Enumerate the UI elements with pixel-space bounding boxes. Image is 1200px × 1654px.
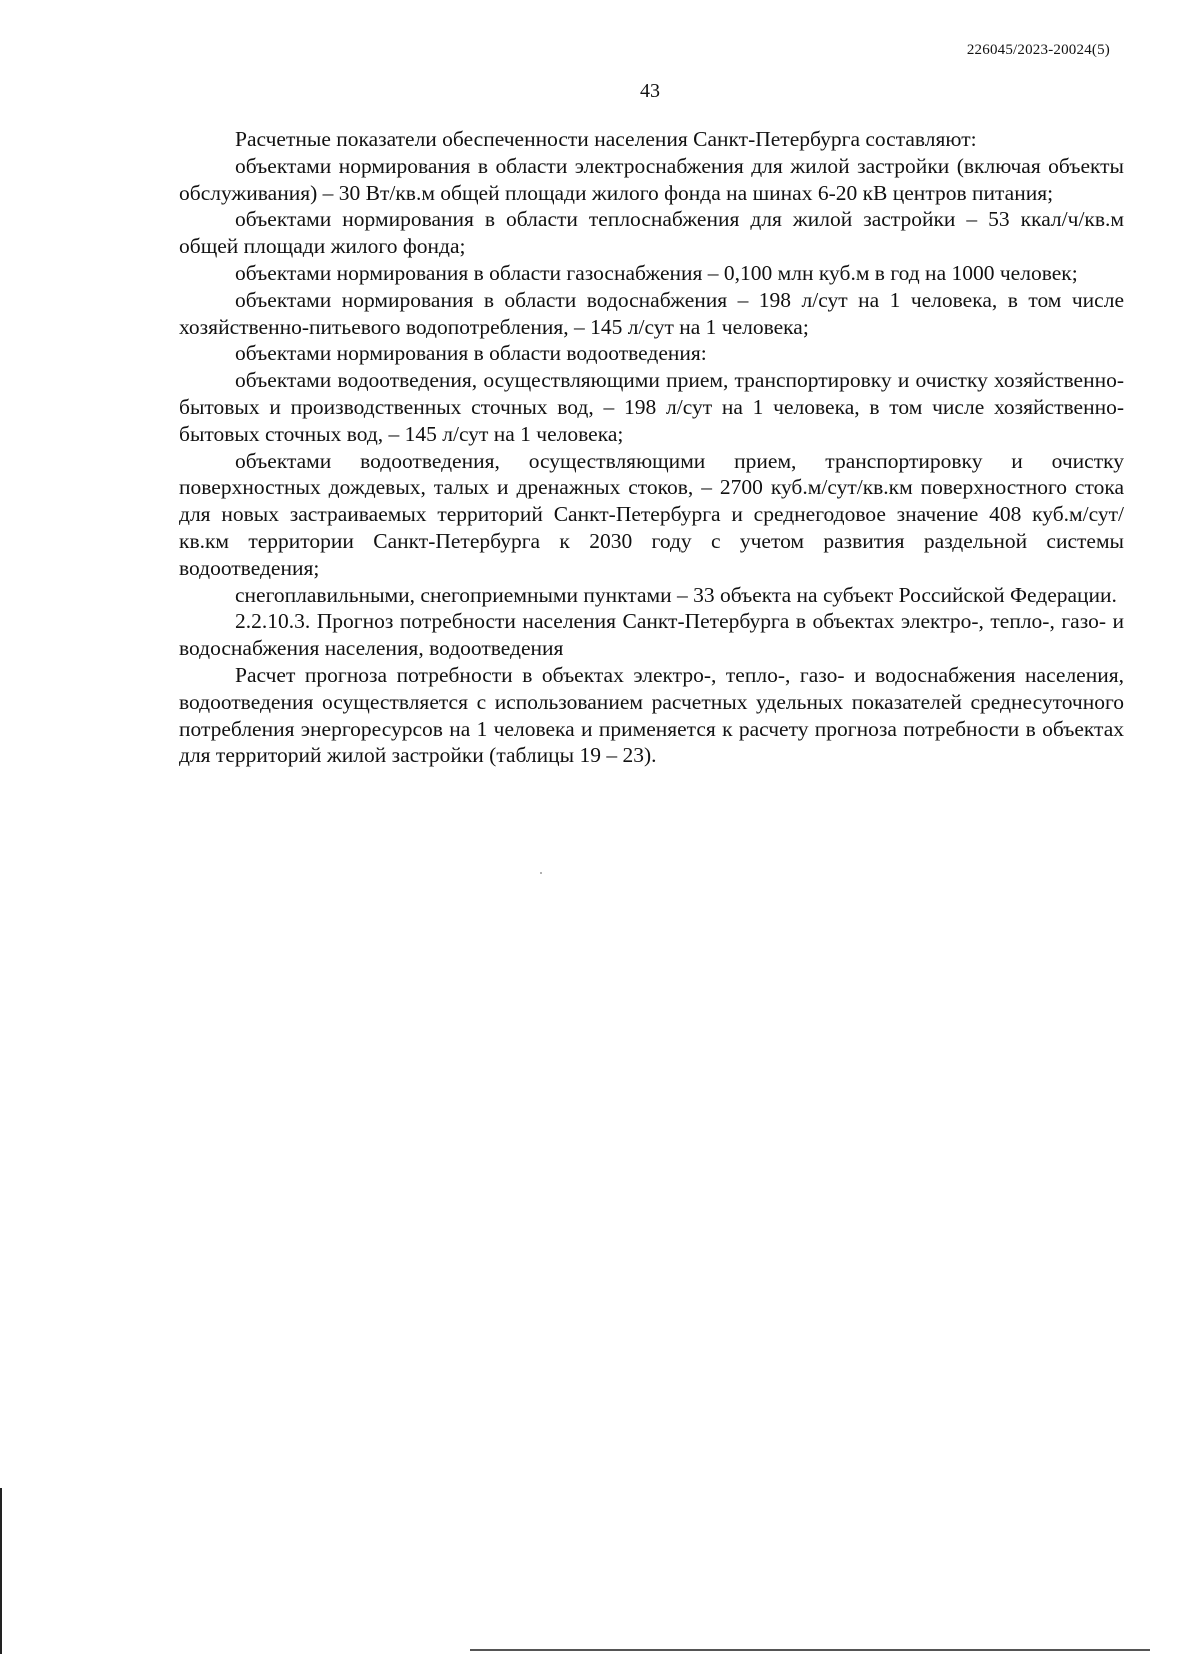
section-heading-2-2-10-3: 2.2.10.3. Прогноз потребности населения Санкт-Петербурга в объектах электро-, тепло-, газо- и водоснабжения населения, водоотведения — [179, 609, 1124, 661]
scan-edge-line-left — [0, 1488, 2, 1654]
paragraph-water-supply: объектами нормирования в области водоснабжения – 198 л/сут на 1 человека, в том числе хозяйственно-питьевого водопотребления, – 145 л/сут на 1 человека; — [179, 287, 1124, 339]
paragraph-intro: Расчетные показатели обеспеченности населения Санкт-Петербурга составляют: — [235, 127, 977, 151]
paragraph-electricity: объектами нормирования в области электроснабжения для жилой застройки (включая объекты обслуживания) – 30 Вт/кв.м общей площади жилого фонда на шинах 6-20 кВ центров питания; — [179, 153, 1124, 205]
paragraph-heating: объектами нормирования в области теплоснабжения для жилой застройки – 53 ккал/ч/кв.м общей площади жилого фонда; — [179, 207, 1124, 259]
page-number: 43 — [640, 80, 660, 102]
paragraph-snow-melting: снегоплавильными, снегоприемными пунктами – 33 объекта на субъект Российской Федерации. — [235, 582, 1117, 607]
paragraph-forecast-calculation: Расчет прогноза потребности в объектах электро-, тепло-, газо- и водоснабжения населения, водоотведения осуществляется с использованием расчетных удельных показателей среднесуточного потребления энергоресурсов на 1 человека и применяется к расчету прогноза потребности в объектах для территорий жилой застройки (таблицы 19 – 23). — [179, 662, 1124, 768]
paragraph-gas: объектами нормирования в области газоснабжения – 0,100 млн куб.м в год на 1000 человек; — [235, 260, 1078, 285]
scan-speck — [540, 872, 542, 874]
document-registration-number: 226045/2023-20024(5) — [966, 42, 1110, 58]
paragraph-household-wastewater: объектами водоотведения, осуществляющими прием, транспортировку и очистку хозяйственно-бытовых и производственных сточных вод, – 198 л/сут на 1 человека, в том числе хозяйственно-бытовых сточных вод, – 145 л/сут на 1 человека; — [179, 368, 1124, 446]
paragraph-drainage-heading: объектами нормирования в области водоотведения: — [235, 341, 707, 366]
scan-edge-line-bottom — [470, 1649, 1150, 1651]
document-body — [179, 126, 1124, 769]
paragraph-surface-runoff: объектами водоотведения, осуществляющими прием, транспортировку и очистку поверхностных дождевых, талых и дренажных стоков, – 2700 куб.м/сут/кв.км поверхностного стока для новых застраиваемых территорий Санкт-Петербурга и среднегодовое значение 408 куб.м/сут/кв.км территории Санкт-Петербурга к 2030 году с учетом развития раздельной системы водоотведения; — [179, 448, 1124, 580]
